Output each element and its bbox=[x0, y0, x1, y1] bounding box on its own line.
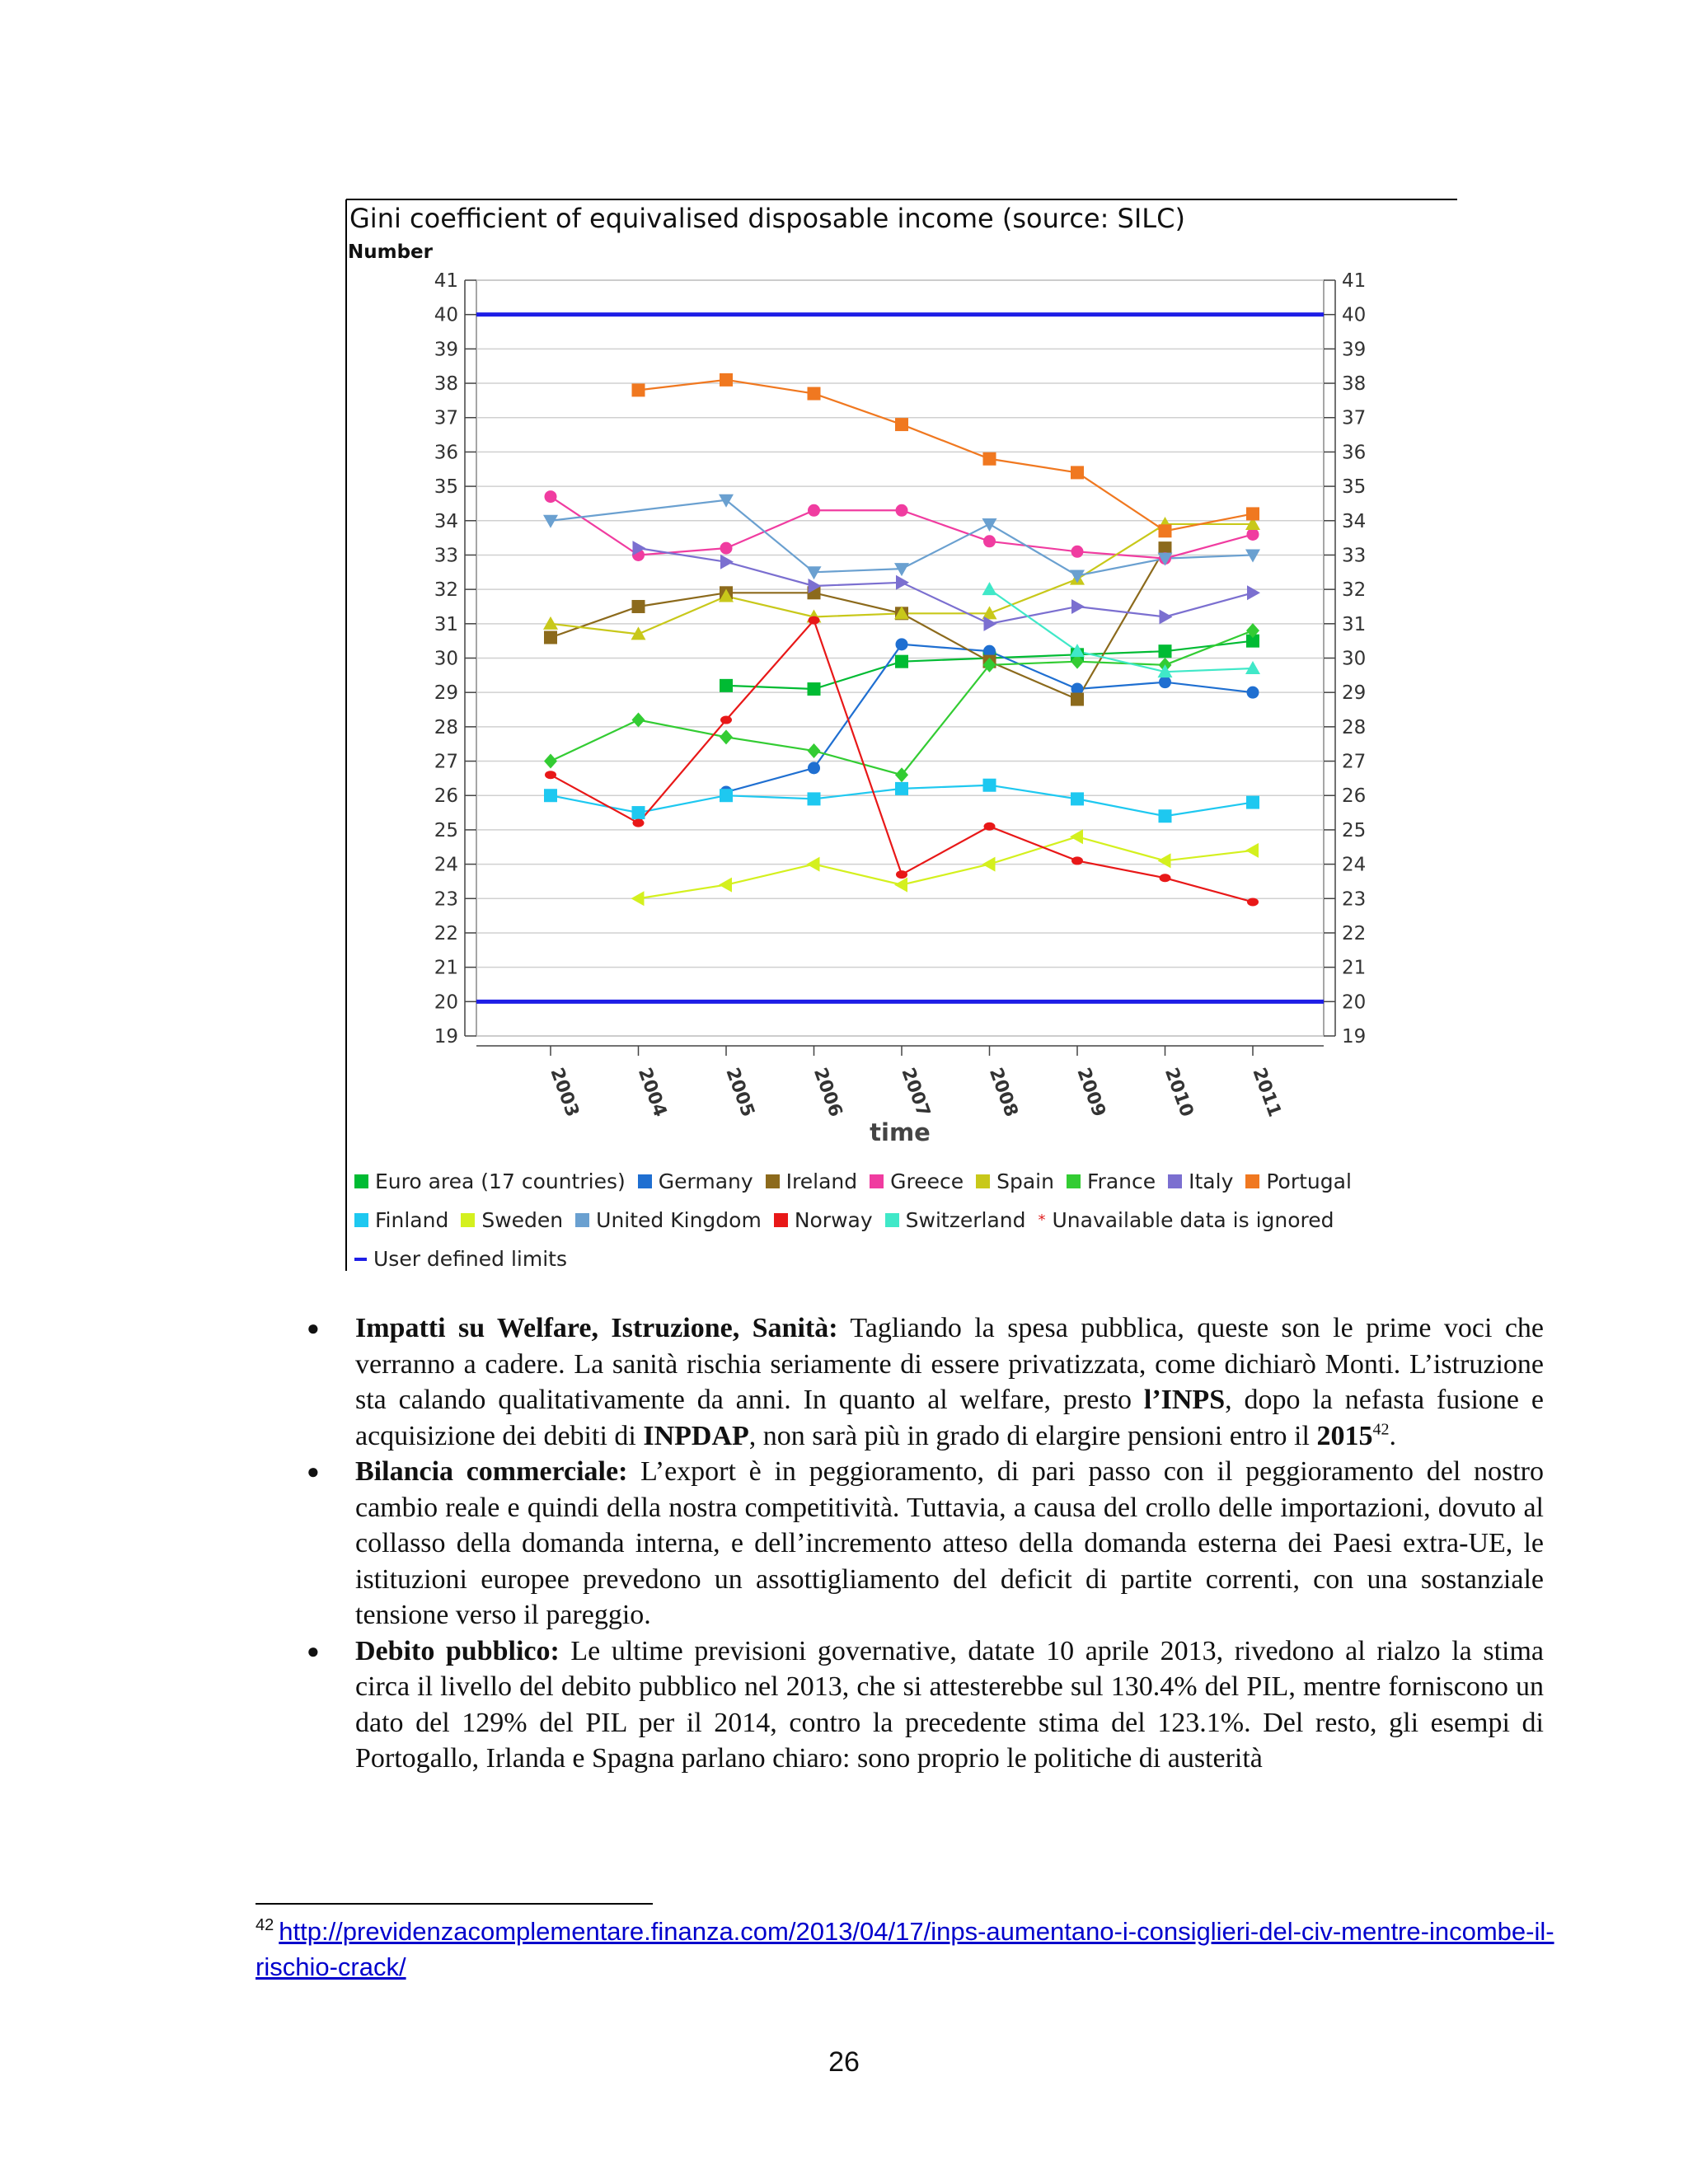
data-point-greece bbox=[808, 504, 820, 517]
data-point-finland bbox=[544, 789, 557, 802]
y-tick-label-right: 27 bbox=[1342, 751, 1367, 773]
user-limit-icon bbox=[354, 1258, 367, 1261]
data-point-ireland bbox=[632, 600, 645, 613]
legend-swatch-icon bbox=[885, 1213, 899, 1227]
bullet-list bbox=[303, 1310, 1544, 1777]
legend-label: Italy bbox=[1189, 1169, 1234, 1193]
data-point-euro-area-17-countries bbox=[720, 679, 733, 692]
legend-item-limits bbox=[354, 1247, 567, 1271]
y-tick-label-left: 25 bbox=[434, 819, 458, 841]
data-point-germany bbox=[1159, 676, 1171, 688]
y-tick-label-left: 33 bbox=[434, 545, 458, 567]
data-point-norway bbox=[720, 716, 732, 724]
x-tick-label: 2006 bbox=[809, 1065, 846, 1120]
x-tick-label: 2003 bbox=[546, 1065, 583, 1120]
y-tick-label-left: 20 bbox=[434, 991, 458, 1014]
legend-item bbox=[575, 1208, 762, 1232]
data-point-norway bbox=[1071, 856, 1083, 865]
legend-swatch-icon bbox=[976, 1174, 990, 1188]
legend-label: Ireland bbox=[785, 1169, 858, 1193]
legend-item bbox=[354, 1208, 448, 1232]
y-tick-label-left: 34 bbox=[434, 510, 458, 532]
y-tick-label-right: 25 bbox=[1342, 819, 1367, 841]
footnote-reference[interactable]: 42 bbox=[1372, 1420, 1390, 1439]
y-tick-label-left: 28 bbox=[434, 716, 458, 738]
legend-row bbox=[354, 1201, 1451, 1240]
y-tick-label-right: 20 bbox=[1342, 991, 1367, 1014]
data-point-portugal bbox=[1071, 466, 1084, 479]
y-axis-label: Number bbox=[348, 241, 433, 263]
bullet-text: Le ultime previsioni governative, datate 10 aprile 2013, rivedono al rialzo la stima circa il livello del debito pubblico nel 2013, che si attesterebbe sul 130.4% del PIL, mentre forniscono un dato del 129% del PIL per il 2014, contro la precedente stima del 123.1%. Del resto, gli esempi di Portogallo, Irlanda e Spagna parlano chiaro: sono proprio le politiche di austerità bbox=[355, 1635, 1545, 1774]
legend-label: Switzerland bbox=[905, 1208, 1026, 1232]
y-tick-label-left: 24 bbox=[434, 854, 458, 876]
y-tick-label-right: 37 bbox=[1342, 407, 1367, 429]
bullet-text: , non sarà più in grado di elargire pensioni entro il bbox=[748, 1420, 1317, 1451]
bold-term: 2015 bbox=[1316, 1420, 1373, 1451]
legend-row bbox=[354, 1240, 1451, 1278]
y-tick-label-left: 36 bbox=[434, 442, 458, 464]
y-tick-label-left: 23 bbox=[434, 888, 458, 911]
y-tick-label-left: 32 bbox=[434, 579, 458, 602]
bullet-text: . bbox=[1389, 1420, 1396, 1451]
legend-item bbox=[766, 1169, 857, 1193]
legend-item bbox=[461, 1208, 563, 1232]
y-tick-label-right: 24 bbox=[1342, 854, 1367, 876]
data-point-germany bbox=[896, 638, 908, 650]
y-tick-label-right: 22 bbox=[1342, 922, 1367, 944]
legend-label: Finland bbox=[375, 1208, 449, 1232]
y-tick-label-left: 27 bbox=[434, 751, 458, 773]
legend-swatch-icon bbox=[870, 1174, 884, 1188]
legend-item bbox=[885, 1208, 1026, 1232]
footnote bbox=[256, 1914, 1574, 1985]
y-tick-label-left: 19 bbox=[434, 1026, 458, 1047]
y-tick-label-left: 37 bbox=[434, 407, 458, 429]
data-point-greece bbox=[983, 535, 996, 547]
data-point-euro-area-17-countries bbox=[895, 655, 908, 668]
data-point-euro-area-17-countries bbox=[1159, 644, 1172, 658]
data-point-portugal bbox=[895, 418, 908, 431]
legend-swatch-icon bbox=[575, 1213, 589, 1227]
footnote-link[interactable]: http://previdenzacomplementare.finanza.com/2013/04/17/inps-aumentano-i-consiglieri-del-civ-mentre-incombe-il-rischio-crack/ bbox=[256, 1917, 1554, 1981]
data-point-finland bbox=[895, 782, 908, 795]
bullet-trade-balance bbox=[303, 1454, 1544, 1633]
x-tick-label: 2007 bbox=[897, 1065, 934, 1120]
data-point-finland bbox=[808, 792, 821, 805]
legend-item bbox=[774, 1208, 873, 1232]
bullet-dot-icon: ● bbox=[307, 1638, 320, 1663]
data-point-germany bbox=[808, 762, 820, 774]
data-point-greece bbox=[720, 542, 733, 555]
chart-canvas bbox=[345, 198, 1457, 1271]
bullet-text: , dopo la nefasta fusione e acquisizione dei debiti di bbox=[355, 1385, 1544, 1451]
chart-legend bbox=[354, 1162, 1451, 1278]
y-tick-label-right: 19 bbox=[1342, 1026, 1367, 1047]
bullet-heading: Bilancia commerciale: bbox=[355, 1456, 628, 1487]
legend-row bbox=[354, 1162, 1451, 1201]
data-point-euro-area-17-countries bbox=[808, 682, 821, 696]
legend-label: Portugal bbox=[1266, 1169, 1352, 1193]
y-tick-label-right: 26 bbox=[1342, 785, 1367, 808]
x-tick-label: 2008 bbox=[984, 1065, 1022, 1120]
legend-item bbox=[870, 1169, 964, 1193]
legend-label: Euro area (17 countries) bbox=[375, 1169, 626, 1193]
y-tick-label-left: 40 bbox=[434, 304, 458, 326]
legend-label: Norway bbox=[794, 1208, 873, 1232]
y-tick-label-left: 41 bbox=[434, 270, 458, 292]
legend-label: Unavailable data is ignored bbox=[1052, 1208, 1334, 1232]
legend-item bbox=[1245, 1169, 1352, 1193]
legend-item bbox=[638, 1169, 753, 1193]
data-point-greece bbox=[1247, 528, 1259, 541]
legend-label: User defined limits bbox=[373, 1247, 567, 1271]
legend-label: Germany bbox=[658, 1169, 753, 1193]
gini-chart bbox=[345, 198, 1457, 1271]
data-point-portugal bbox=[1159, 524, 1172, 537]
legend-swatch-icon bbox=[1067, 1174, 1081, 1188]
data-point-norway bbox=[896, 870, 907, 879]
y-tick-label-right: 41 bbox=[1342, 270, 1367, 292]
bold-term: INPDAP bbox=[643, 1420, 749, 1451]
legend-swatch-icon bbox=[766, 1174, 780, 1188]
y-tick-label-right: 23 bbox=[1342, 888, 1367, 911]
y-tick-label-right: 31 bbox=[1342, 613, 1367, 635]
bullet-welfare bbox=[303, 1310, 1544, 1454]
unavailable-data-icon: * bbox=[1038, 1212, 1046, 1229]
data-point-ireland bbox=[544, 630, 557, 644]
legend-swatch-icon bbox=[461, 1213, 475, 1227]
y-tick-label-right: 33 bbox=[1342, 545, 1367, 567]
x-tick-label: 2010 bbox=[1160, 1065, 1198, 1120]
y-tick-label-right: 32 bbox=[1342, 579, 1367, 602]
y-tick-label-right: 36 bbox=[1342, 442, 1367, 464]
y-tick-label-left: 21 bbox=[434, 957, 458, 979]
bullet-text: Tagliando la spesa pubblica, queste son le prime voci che verranno a cadere. La sanità rischia seriamente di essere privatizzata, come dichiarò Monti. L’istruzione sta calando qualitativamente da anni. In quanto al welfare, presto bbox=[355, 1313, 1544, 1415]
data-point-portugal bbox=[983, 452, 996, 466]
data-point-norway bbox=[545, 771, 556, 779]
bullet-dot-icon: ● bbox=[307, 1460, 320, 1483]
y-tick-label-right: 28 bbox=[1342, 716, 1367, 738]
bullet-heading: Debito pubblico: bbox=[355, 1635, 560, 1666]
legend-item bbox=[976, 1169, 1054, 1193]
legend-item bbox=[1168, 1169, 1233, 1193]
data-point-greece bbox=[896, 504, 908, 517]
data-point-portugal bbox=[1246, 507, 1259, 520]
y-tick-label-left: 30 bbox=[434, 648, 458, 670]
bullet-dot-icon: ● bbox=[307, 1316, 320, 1340]
data-point-portugal bbox=[808, 387, 821, 401]
page-number: 26 bbox=[828, 2046, 860, 2078]
legend-swatch-icon bbox=[1245, 1174, 1259, 1188]
legend-label: Spain bbox=[996, 1169, 1054, 1193]
x-tick-label: 2004 bbox=[633, 1065, 671, 1120]
y-tick-label-right: 30 bbox=[1342, 648, 1367, 670]
data-point-finland bbox=[1071, 792, 1084, 805]
legend-swatch-icon bbox=[354, 1213, 368, 1227]
y-tick-label-left: 39 bbox=[434, 339, 458, 361]
legend-swatch-icon bbox=[638, 1174, 652, 1188]
data-point-greece bbox=[545, 490, 557, 503]
legend-label: Sweden bbox=[481, 1208, 564, 1232]
y-tick-label-right: 34 bbox=[1342, 510, 1367, 532]
y-tick-label-left: 35 bbox=[434, 476, 458, 499]
y-tick-label-right: 39 bbox=[1342, 339, 1367, 361]
data-point-finland bbox=[720, 789, 733, 802]
y-tick-label-right: 38 bbox=[1342, 373, 1367, 396]
legend-item-unavailable bbox=[1038, 1208, 1334, 1232]
x-tick-label: 2011 bbox=[1248, 1065, 1285, 1120]
data-point-finland bbox=[632, 806, 645, 819]
legend-swatch-icon bbox=[354, 1174, 368, 1188]
bullet-text: L’export è in peggioramento, di pari passo con il peggioramento del nostro cambio reale e quindi della nostra competitività. Tuttavia, a causa del crollo delle importazioni, dovuto al collasso della domanda interna, e dell’incremento atteso della domanda esterna dei Paesi extra-UE, le istituzioni europee prevedono un assottigliamento del deficit di partite correnti, con una sostanziale tensione verso il pareggio. bbox=[355, 1456, 1544, 1630]
legend-item bbox=[354, 1169, 626, 1193]
y-tick-label-left: 38 bbox=[434, 373, 458, 396]
data-point-portugal bbox=[632, 383, 645, 396]
y-tick-label-right: 21 bbox=[1342, 957, 1367, 979]
data-point-finland bbox=[1246, 796, 1259, 809]
y-tick-label-right: 29 bbox=[1342, 682, 1367, 705]
chart-title: Gini coefficient of equivalised disposable income (source: SILC) bbox=[349, 203, 1185, 234]
data-point-norway bbox=[809, 616, 820, 625]
footnote-separator bbox=[256, 1903, 653, 1905]
x-axis-label: time bbox=[870, 1118, 931, 1146]
y-tick-label-left: 22 bbox=[434, 922, 458, 944]
legend-label: France bbox=[1086, 1169, 1156, 1193]
footnote-number: 42 bbox=[256, 1916, 274, 1934]
legend-swatch-icon bbox=[774, 1213, 788, 1227]
data-point-greece bbox=[1071, 546, 1084, 558]
y-tick-label-left: 26 bbox=[434, 785, 458, 808]
bullet-heading: Impatti su Welfare, Istruzione, Sanità: bbox=[355, 1313, 838, 1343]
data-point-finland bbox=[1159, 809, 1172, 823]
x-tick-label: 2005 bbox=[721, 1065, 758, 1120]
legend-label: United Kingdom bbox=[596, 1208, 762, 1232]
data-point-norway bbox=[1160, 874, 1171, 882]
x-tick-label: 2009 bbox=[1072, 1065, 1109, 1120]
legend-swatch-icon bbox=[1168, 1174, 1182, 1188]
y-tick-label-right: 35 bbox=[1342, 476, 1367, 499]
y-tick-label-right: 40 bbox=[1342, 304, 1367, 326]
data-point-norway bbox=[1247, 898, 1259, 906]
data-point-finland bbox=[983, 779, 996, 792]
data-point-norway bbox=[633, 819, 645, 827]
data-point-ireland bbox=[1071, 693, 1084, 706]
bullet-public-debt bbox=[303, 1633, 1544, 1777]
data-point-portugal bbox=[720, 373, 733, 387]
data-point-norway bbox=[984, 823, 996, 831]
legend-label: Greece bbox=[890, 1169, 964, 1193]
y-tick-label-left: 29 bbox=[434, 682, 458, 705]
bold-term: l’INPS bbox=[1143, 1385, 1226, 1415]
y-tick-label-left: 31 bbox=[434, 613, 458, 635]
legend-item bbox=[1067, 1169, 1156, 1193]
data-point-germany bbox=[1247, 687, 1259, 699]
